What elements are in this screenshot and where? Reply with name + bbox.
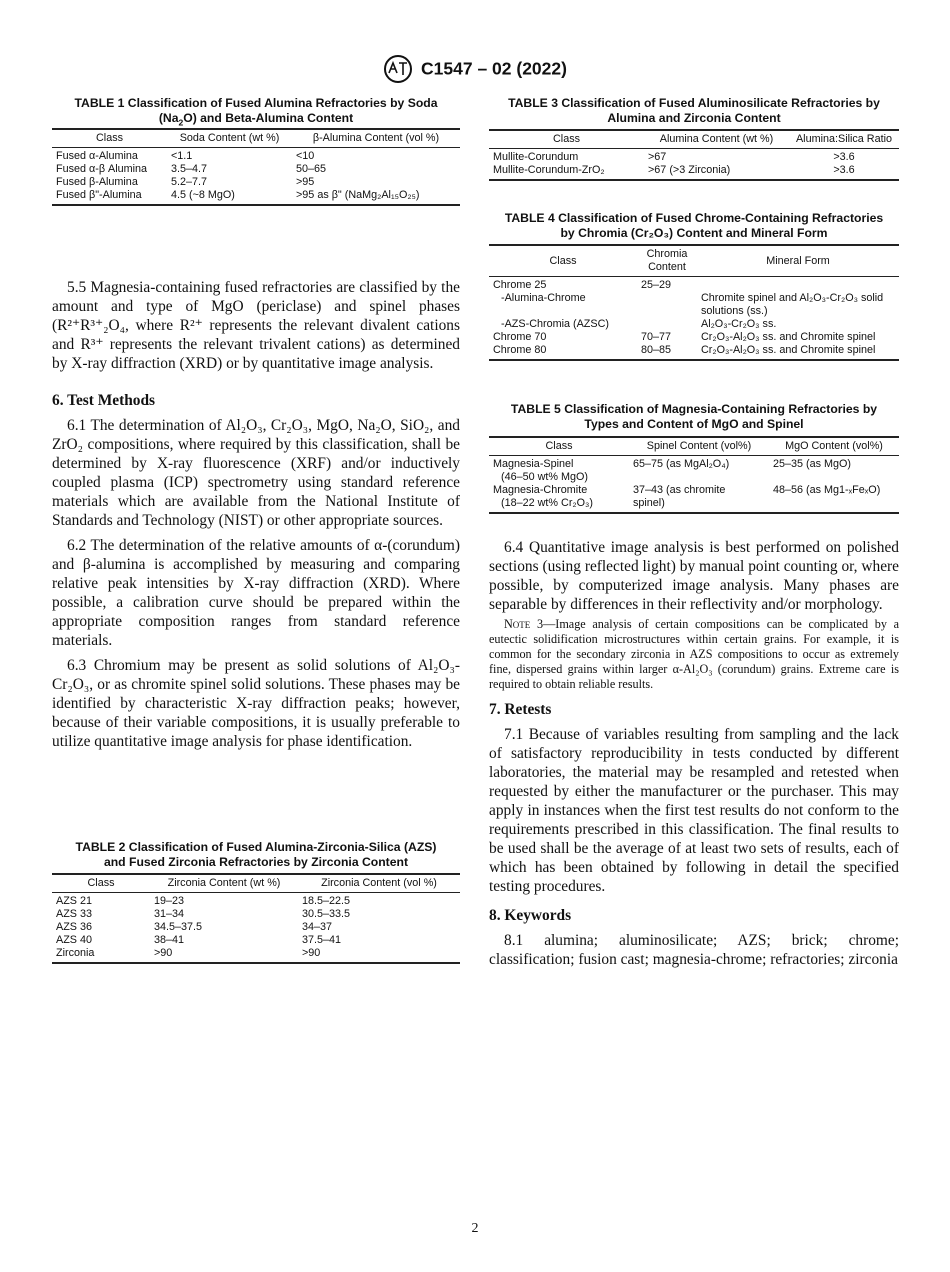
column-header: Mineral Form (697, 245, 899, 277)
column-header: Class (52, 129, 167, 148)
document-header (0, 54, 950, 84)
table-row: Chrome 80 80–85 Cr₂O₃-Al₂O₃ ss. and Chromite spinel (489, 344, 899, 360)
right-column-text (489, 538, 899, 969)
note-3-text: —Image analysis of certain compositions can be complicated by a eutectic solidification microstructures within certain grains. For example, it is common for the secondary zirconia in AZS compositions to occur as extremely fine, dispersed grains within larger α-Al₂O₃ (corundum) grains. Extreme care is required to obtain reliable results. (489, 617, 900, 691)
standard-designation: C1547 – 02 (2022) (421, 58, 567, 79)
column-header: Class (52, 874, 150, 893)
paragraph-6-1: 6.1 The determination of Al₂O₃, Cr₂O₃, MgO, Na₂O, SiO₂, and ZrO₂ compositions, where required by this classification, shall be determined by X-ray fluorescence (XRF) and/or inductively coupled plasma (ICP) spectrometry using standard reference materials which are available from the National Institute of Standards and Technology (NIST) or other appropriate sources. (52, 417, 460, 529)
column-header: Chromia Content (637, 245, 697, 277)
paragraph-7-1: 7.1 Because of variables resulting from sampling and the lack of satisfactory reproducibility in tests conducted by different laboratories, the material may be resampled and retested when requested by either the manufacturer or the purchaser. This may apply in instances when the first test results do not conform to the requirements prescribed in this classification. The final results to be used shall be the average of at least two sets of results, each of which has been obtained by following in detail the specified testing procedures. (489, 726, 899, 895)
column-header: Spinel Content (vol%) (629, 437, 769, 456)
paragraph-8-1: 8.1 alumina; aluminosilicate; AZS; brick; chrome; classification; fusion cast; magnesia-chrome; refractories; zirconia (489, 932, 899, 968)
column-header: Zirconia Content (vol %) (298, 874, 460, 893)
table-row: AZS 33 31–34 30.5–33.5 (56, 908, 351, 920)
paragraph-6-2: 6.2 The determination of the relative amounts of α-(corundum) and β-alumina is accomplished by measuring and comparing relative peak intensities by X-ray diffraction (XRD). Where possible, a calibration curve should be prepared within the appropriate composition ranges from standard reference materials. (52, 537, 460, 649)
table2-caption: TABLE 2 Classification of Fused Alumina-Zirconia-Silica (AZS) and Fused Zirconia Refractories by Zirconia Content (75, 840, 437, 869)
section-heading-8: 8. Keywords (489, 907, 572, 924)
table-row: Fused α-β Alumina 3.5–4.7 50–65 (56, 163, 327, 175)
astm-logo-icon (383, 54, 413, 84)
table3 (489, 129, 899, 181)
column-header: Class (489, 245, 637, 277)
column-header: Class (489, 130, 644, 149)
paragraph-6-3: 6.3 Chromium may be present as solid solutions of Al₂O₃-Cr₂O₃, or as chromite spinel solid solutions. These phases may be identified by characteristic X-ray diffraction peaks; however, because of their variable compositions, it is usually preferable to utilize quantitative image analysis for phase identification. (52, 657, 460, 750)
table-row: Mullite-Corundum-ZrO₂ >67 (>3 Zirconia) >3.6 (489, 164, 899, 180)
column-header: Class (489, 437, 629, 456)
table-row: Fused β-Alumina 5.2–7.7 >95 (56, 176, 315, 188)
table2 (52, 873, 460, 964)
column-header: Alumina Content (wt %) (644, 130, 789, 149)
table5-caption: TABLE 5 Classification of Magnesia-Containing Refractories by Types and Content of MgO and Spinel (510, 402, 878, 431)
table-row: Magnesia-Chromite 37–43 (as chromite 48–56 (as Mg1-ₓFeₓO) (493, 484, 881, 496)
table-row: Fused α-Alumina <1.1 <10 (56, 150, 315, 162)
table-row: Magnesia-Spinel 65–75 (as MgAl₂O₄) 25–35 (as MgO) (493, 458, 852, 470)
table4 (489, 244, 899, 361)
table-row: Chrome 25 25–29 (493, 279, 672, 291)
paragraph-6-4: 6.4 Quantitative image analysis is best performed on polished sections (using reflected light) by manual point counting or, where possible, by computerized image analysis. Many phases are separable by differences in their reflectivity and/or morphology. (489, 539, 899, 613)
table-row: Chrome 70 70–77 Cr₂O₃-Al₂O₃ ss. and Chromite spinel (493, 331, 876, 343)
column-header: Soda Content (wt %) (167, 129, 292, 148)
table4-caption: TABLE 4 Classification of Fused Chrome-Containing Refractories by Chromia (Cr₂O₃) Content and Mineral Form (504, 211, 884, 240)
table-header-row (489, 130, 899, 149)
column-header: Alumina:Silica Ratio (789, 130, 899, 149)
table-row: AZS 36 34.5–37.5 34–37 (56, 921, 333, 933)
column-header: Zirconia Content (wt %) (150, 874, 298, 893)
table-row: -AZS-Chromia (AZSC) Al₂O₃-Cr₂O₃ ss. (501, 318, 777, 330)
table-header-row (489, 437, 899, 456)
table1-caption: TABLE 1 Classification of Fused Alumina Refractories by Soda $(Na_2O)$ and Beta-Alumina Content (74, 96, 438, 128)
table-header-row (52, 129, 460, 148)
section-heading-7: 7. Retests (489, 701, 552, 718)
note-3 (489, 617, 899, 692)
note-3-label: Note 3 (504, 617, 544, 631)
table5 (489, 436, 899, 514)
table-row: AZS 40 38–41 37.5–41 (56, 934, 342, 946)
table1 (52, 128, 460, 206)
table-row: (46–50 wt% MgO) (501, 471, 589, 483)
table-header-row (52, 874, 460, 893)
table-row: AZS 21 19–23 18.5–22.5 (56, 895, 351, 907)
column-header: MgO Content (vol%) (769, 437, 899, 456)
left-column-text (52, 278, 460, 751)
table-header-row (489, 245, 899, 277)
table3-caption: TABLE 3 Classification of Fused Aluminosilicate Refractories by Alumina and Zirconia Content (508, 96, 880, 125)
page-number: 2 (471, 1221, 479, 1236)
table-row: Fused β"-Alumina 4.5 (~8 MgO) >95 as β" (NaMg₂Al₁₅O₂₅) (52, 189, 460, 205)
table-row: Mullite-Corundum >67 >3.6 (493, 151, 855, 163)
section-heading-6: 6. Test Methods (52, 392, 156, 409)
paragraph-5-5: 5.5 Magnesia-containing fused refractories are classified by the amount and type of MgO (periclase) and spinel phases (R²⁺R³⁺₂O₄, where R²⁺ represents the relevant divalent cations and R³⁺ represents the relevant trivalent cations) as determined by X-ray diffraction (XRD) or by quantitative image analysis. (52, 279, 460, 372)
column-header: β-Alumina Content (vol %) (292, 129, 460, 148)
table-row: Zirconia >90 >90 (52, 947, 460, 963)
table-row: -Alumina-Chrome Chromite spinel and Al₂O₃-Cr₂O₃ solid solutions (ss.) (501, 292, 884, 317)
table-row: (18–22 wt% Cr₂O₃) spinel) (489, 497, 899, 513)
